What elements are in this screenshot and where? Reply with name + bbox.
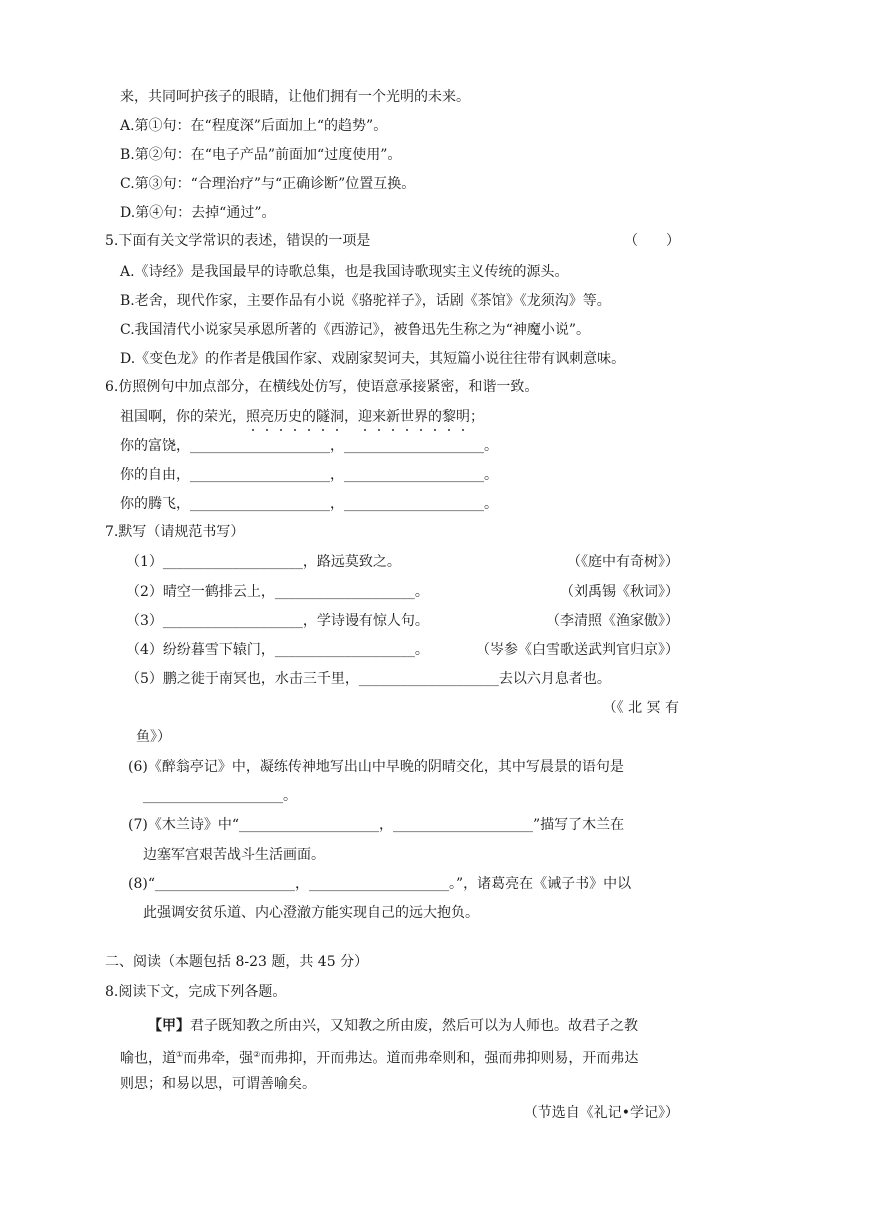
q6-dotted-phrase-1 — [246, 409, 344, 425]
q7-item-8-line-1[interactable]: (8)“____________________，____________________。”，诸葛亮在《诫子书》中以 — [128, 876, 632, 892]
q4-continuation: 来，共同呵护孩子的眼睛，让他们拥有一个光明的未来。 — [120, 89, 470, 105]
q6-blank-line-1[interactable]: 你的富饶，____________________，____________________。 — [120, 438, 498, 454]
dotted-char: 界 — [414, 409, 428, 425]
q5-stem: 5.下面有关文学常识的表述，错误的一项是 — [105, 233, 371, 249]
q7-item-4[interactable]: （4）纷纷暮雪下辕门，____________________。 — [126, 642, 429, 658]
dotted-char: 来 — [372, 409, 386, 425]
q7-source-4: （岑参《白雪歌送武判官归京》） — [476, 642, 679, 658]
q7-item-7-line-1[interactable]: (7)《木兰诗》中“____________________，____________________”描写了木兰在 — [128, 817, 625, 833]
q7-item-1[interactable]: （1）____________________，路远莫致之。 — [126, 554, 401, 570]
q4-option-a: A.第①句：在“程度深”后面加上“的趋势”。 — [120, 118, 388, 134]
section-2-title: 二、阅读（本题包括 8-23 题，共 45 分） — [105, 954, 369, 970]
dotted-char: 亮 — [260, 409, 274, 425]
q4-option-d: D.第④句：去掉“通过”。 — [120, 205, 276, 221]
dotted-char: 照 — [246, 409, 260, 425]
q5-option-d: D.《变色龙》的作者是俄国作家、戏剧家契诃夫，其短篇小说往往带有讽刺意味。 — [120, 351, 626, 367]
q8-passage-text-1: 君子既知教之所由兴，又知教之所由废，然后可以为人师也。故君子之教 — [190, 1018, 638, 1034]
q6-blank-line-2[interactable]: 你的自由，____________________，____________________。 — [120, 467, 498, 483]
q6-stem: 6.仿照例句中加点部分，在横线处仿写，使语意承接紧密，和谐一致。 — [105, 379, 539, 395]
dotted-char: 的 — [428, 409, 442, 425]
q8-passage-text-2a: 喻也，道 — [120, 1050, 176, 1067]
q8-passage-source: （节选自《礼记•学记》） — [523, 1105, 679, 1121]
note-marker-1: ① — [176, 1050, 184, 1059]
q7-item-6-line-1: (6)《醉翁亭记》中，凝练传神地写出山中早晚的阴晴交化，其中写晨景的语句是 — [128, 759, 624, 775]
dotted-char: 历 — [274, 409, 288, 425]
dotted-char: 迎 — [358, 409, 372, 425]
q6-blank-line-3[interactable]: 你的腾飞，____________________，____________________。 — [120, 496, 498, 512]
q6-example-end: ； — [470, 409, 484, 425]
dotted-char: 隧 — [316, 409, 330, 425]
q7-source-5-line-1: （《 北 冥 有 — [602, 700, 679, 716]
q5-option-b: B.老舍，现代作家，主要作品有小说《骆驼祥子》，话剧《茶馆》《龙须沟》等。 — [120, 293, 611, 309]
q6-example-comma: ， — [344, 409, 358, 425]
q8-passage-label-jia: 【甲】 — [148, 1018, 190, 1034]
q8-stem: 8.阅读下文，完成下列各题。 — [105, 984, 287, 1000]
q5-answer-paren: （ ） — [624, 233, 680, 249]
q7-source-1: （《庭中有奇树》） — [567, 554, 679, 570]
q7-stem: 7.默写（请规范书写） — [105, 524, 245, 540]
q4-option-b: B.第②句：在“电子产品”前面加“过度使用”。 — [120, 147, 402, 163]
dotted-char: 黎 — [442, 409, 456, 425]
dotted-char: 明 — [456, 409, 470, 425]
q7-item-2[interactable]: （2）晴空一鹤排云上，____________________。 — [126, 584, 429, 600]
q7-source-5-line-2: 鱼》） — [136, 729, 171, 745]
dotted-char: 的 — [302, 409, 316, 425]
q7-item-7-line-2: 边塞军宫艰苦战斗生活画面。 — [143, 847, 325, 863]
q4-option-c: C.第③句：“合理治疗”与“正确诊断”位置互换。 — [120, 176, 416, 192]
q8-passage-line-1 — [148, 1016, 638, 1036]
q8-passage-text-2c: 而弗抑，开而弗达。道而弗牵则和，强而弗抑则易，开而弗达 — [260, 1050, 639, 1067]
q6-dotted-phrase-2 — [358, 409, 470, 425]
dotted-char: 洞 — [330, 409, 344, 425]
q8-passage-line-3: 则思；和易以思，可谓善喻矣。 — [120, 1076, 316, 1092]
q5-option-c: C.我国清代小说家吴承恩所著的《西游记》，被鲁迅先生称之为“神魔小说”。 — [120, 322, 590, 338]
dotted-char: 史 — [288, 409, 302, 425]
q6-example-prefix: 祖国啊，你的荣光， — [120, 409, 246, 425]
q7-source-2: （刘禹锡《秋词》） — [560, 584, 679, 600]
q7-item-6-blank[interactable]: ____________________。 — [143, 788, 297, 804]
q7-item-5[interactable]: （5）鹏之徙于南冥也，水击三千里，____________________去以六月息者也。 — [126, 671, 611, 687]
q7-item-8-line-2: 此强调安贫乐道、内心澄澈方能实现自己的远大抱负。 — [143, 905, 479, 921]
dotted-char: 新 — [386, 409, 400, 425]
dotted-char: 世 — [400, 409, 414, 425]
q7-item-3[interactable]: （3）____________________，学诗谩有惊人句。 — [126, 613, 429, 629]
q7-source-3: （李清照《渔家傲》） — [546, 613, 679, 629]
q8-passage-text-2b: 而弗牵，强 — [183, 1050, 254, 1067]
q8-passage-line-2 — [120, 1045, 638, 1069]
note-marker-2: ② — [253, 1050, 261, 1059]
q6-example — [120, 407, 484, 427]
q5-option-a: A.《诗经》是我国最早的诗歌总集，也是我国诗歌现实主义传统的源头。 — [120, 264, 569, 280]
